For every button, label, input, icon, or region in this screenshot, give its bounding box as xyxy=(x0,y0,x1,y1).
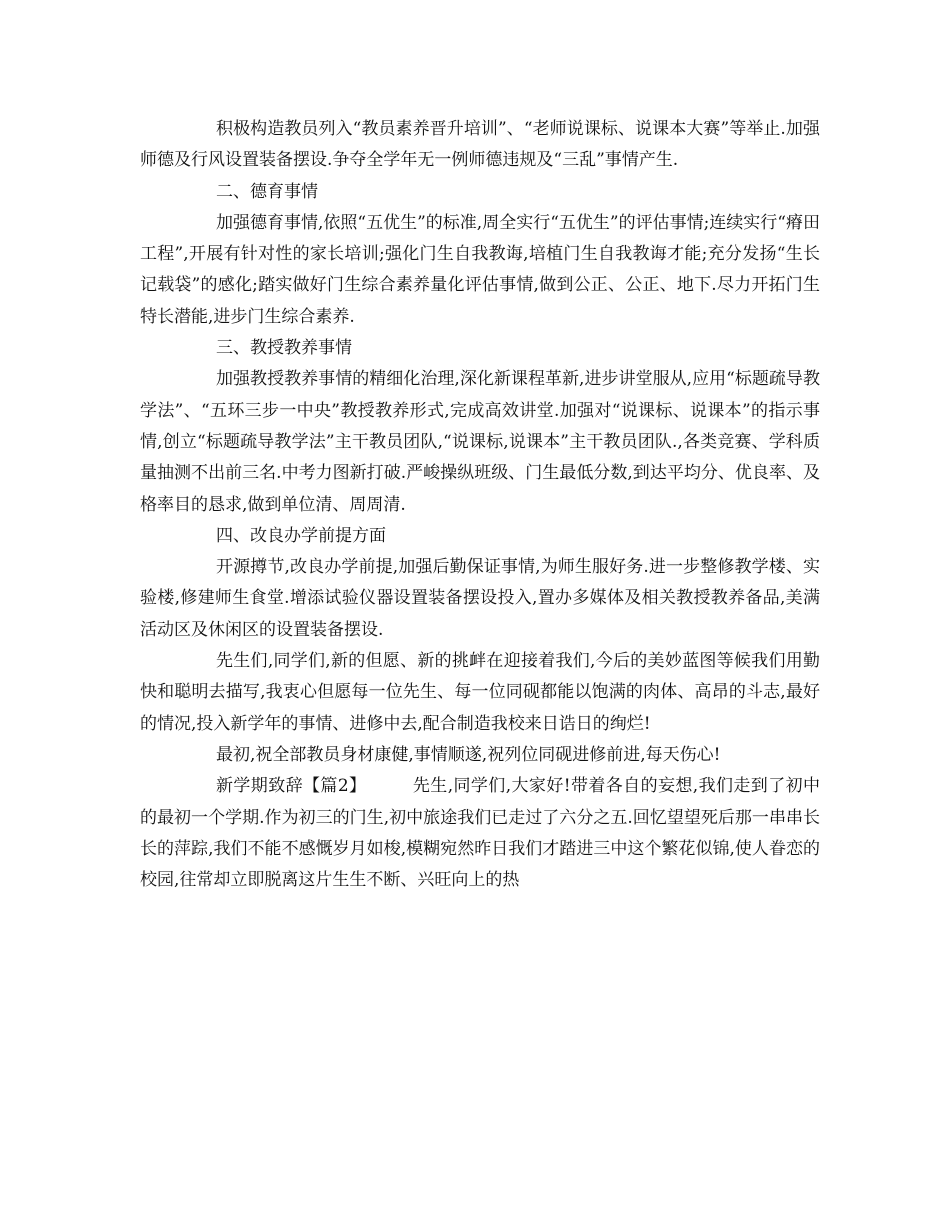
paragraph-teacher-training: 积极构造教员列入“教员素养晋升培训”、“老师说课标、说课本大赛”等举止.加强师德及行风设置装备摆设.争夺全学年无一例师德违规及“三乱”事情产生. xyxy=(140,119,820,171)
heading-moral-education: 二、德育事情 xyxy=(216,181,318,202)
paragraph-closing-wishes: 最初,祝全部教员身材康健,事情顺遂,祝列位同砚进修前进,每天伤心! xyxy=(216,744,721,765)
paragraph-address-to-teachers-students: 先生们,同学们,新的但愿、新的挑衅在迎接着我们,今后的美妙蓝图等候我们用勤快和聪明去描写,我衷心但愿每一位先生、每一位同砚都能以饱满的肉体、高昂的斗志,最好的情况,投入新学年的事情、进修中去,配合制造我校来日诰日的绚烂! xyxy=(140,651,820,734)
paragraph-moral-education: 加强德育事情,依照“五优生”的标准,周全实行“五优生”的评估事情;连续实行“瘠田工程”,开展有针对性的家长培训;强化门生自我教诲,培植门生自我教诲才能;充分发扬“生长记载袋”的感化;踏实做好门生综合素养量化评估事情,做到公正、公正、地下.尽力开拓门生特长潜能,进步门生综合素养. xyxy=(140,212,820,327)
paragraph-school-conditions: 开源撙节,改良办学前提,加强后勤保证事情,为师生服好务.进一步整修教学楼、实验楼,修建师生食堂.增添试验仪器设置装备摆设投入,置办多媒体及相关教授教养备品,美满活动区及休闲区的设置装备摆设. xyxy=(140,557,820,640)
paragraph-speech-2: 新学期致辞【篇2】 先生,同学们,大家好!带着各自的妄想,我们走到了初中的最初一个学期.作为初三的门生,初中旅途我们已走过了六分之五.回忆望望死后那一串串长长的萍踪,我们不能不感慨岁月如梭,模糊宛然昨日我们才踏进三中这个繁花似锦,使人眷恋的校园,往常却立即脱离这片生生不断、兴旺向上的热 xyxy=(140,776,820,891)
paragraph-teaching-work: 加强教授教养事情的精细化治理,深化新课程革新,进步讲堂服从,应用“标题疏导教学法”、“五环三步一中央”教授教养形式,完成高效讲堂.加强对“说课标、说课本”的指示事情,创立“标题疏导教学法”主干教员团队,“说课标,说课本”主干教员团队.,各类竞赛、学科质量抽测不出前三名.中考力图新打破.严峻操纵班级、门生最低分数,到达平均分、优良率、及格率目的恳求,做到单位清、周周清. xyxy=(140,369,820,515)
heading-teaching-work: 三、教授教养事情 xyxy=(216,338,352,359)
document-body xyxy=(140,114,820,896)
heading-school-conditions: 四、改良办学前提方面 xyxy=(216,525,386,546)
